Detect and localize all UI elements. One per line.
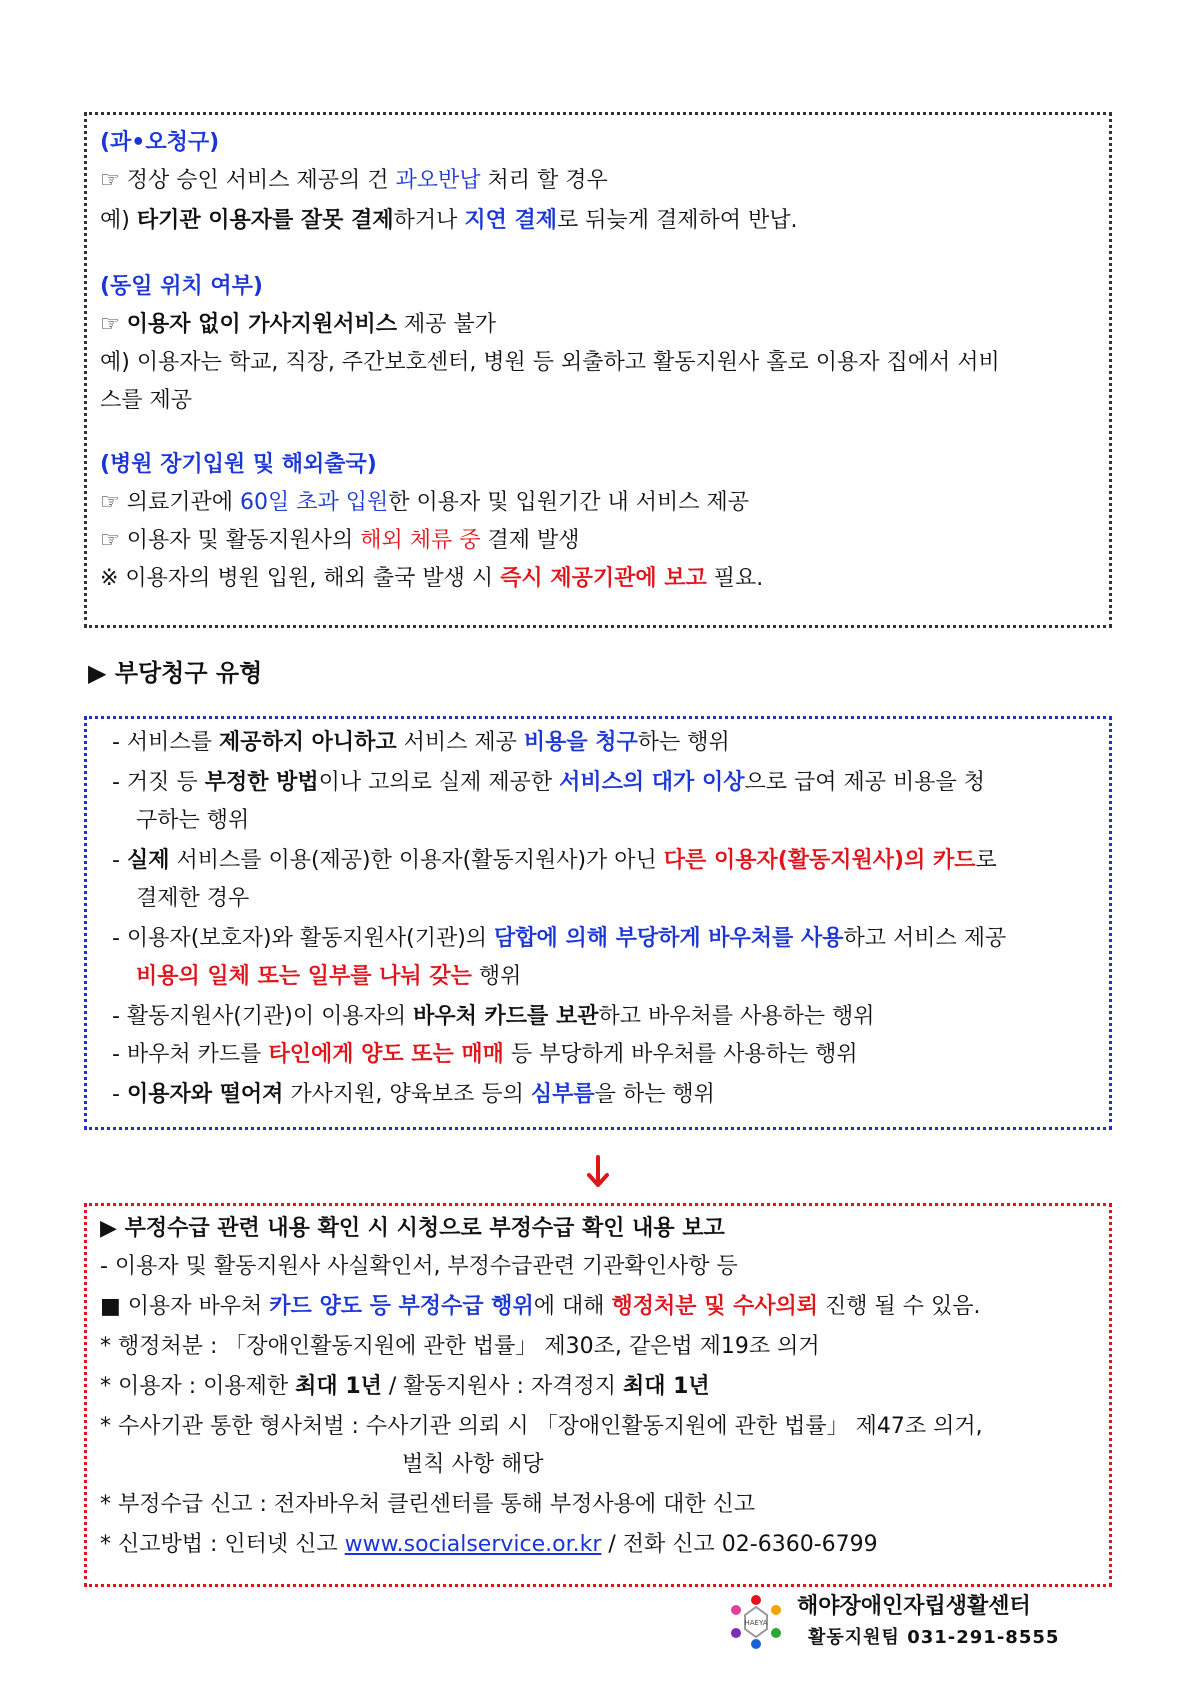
list-item: - 거짓 등 부정한 방법이나 고의로 실제 제공한 서비스의 대가 이상으로 급여 제공 비용을 청	[112, 770, 985, 795]
text-line: ☞ 이용자 및 활동지원사의 해외 체류 중 결제 발생	[100, 528, 580, 553]
text-line: * 신고방법 : 인터넷 신고 www.socialservice.or.kr / 전화 신고 02-6360-6799	[100, 1532, 878, 1557]
list-item: - 이용자(보호자)와 활동지원사(기관)의 담합에 의해 부당하게 바우처를 사용하고 서비스 제공	[112, 926, 1007, 951]
report-website-link[interactable]: www.socialservice.or.kr	[344, 1532, 602, 1557]
text-line: 예) 이용자는 학교, 직장, 주간보호센터, 병원 등 외출하고 활동지원사 홀로 이용자 집에서 서비	[100, 350, 1000, 375]
list-item: - 이용자와 떨어져 가사지원, 양육보조 등의 심부름을 하는 행위	[112, 1082, 715, 1107]
text-line: 예) 타기관 이용자를 잘못 결제하거나 지연 결제로 뒤늦게 결제하여 반납.	[100, 208, 798, 233]
text-line: * 부정수급 신고 : 전자바우처 클린센터를 통해 부정사용에 대한 신고	[100, 1492, 756, 1517]
text-line: ☞ 이용자 없이 가사지원서비스 제공 불가	[100, 312, 497, 337]
text-line: ※ 이용자의 병원 입원, 해외 출국 발생 시 즉시 제공기관에 보고 필요.	[100, 566, 764, 591]
organization-logo	[727, 1593, 785, 1651]
fraud-heading: ▶ 부정수급 관련 내용 확인 시 시청으로 부정수급 확인 내용 보고	[100, 1216, 725, 1241]
section-title-hospital-abroad: (병원 장기입원 및 해외출국)	[100, 452, 377, 477]
list-item-continued: 결제한 경우	[136, 886, 250, 911]
section-title-same-location: (동일 위치 여부)	[100, 274, 263, 299]
section-heading-improper-claims: ▶ 부당청구 유형	[88, 659, 263, 687]
text-line: 스를 제공	[100, 388, 193, 413]
text-line: ☞ 의료기관에 60일 초과 입원한 이용자 및 입원기간 내 서비스 제공	[100, 490, 749, 515]
organization-name: 해야장애인자립생활센터	[797, 1594, 1031, 1619]
section-title-overbilling: (과•오청구)	[100, 130, 220, 155]
text-line: * 행정처분 : 「장애인활동지원에 관한 법률」 제30조, 같은법 제19조 의거	[100, 1334, 820, 1359]
list-item: - 서비스를 제공하지 아니하고 서비스 제공 비용을 청구하는 행위	[112, 730, 730, 755]
list-item: - 활동지원사(기관)이 이용자의 바우처 카드를 보관하고 바우처를 사용하는 행위	[112, 1004, 875, 1029]
text-line: * 이용자 : 이용제한 최대 1년 / 활동지원사 : 자격정지 최대 1년	[100, 1374, 710, 1399]
list-item-continued: 구하는 행위	[136, 808, 250, 833]
text-line: ☞ 정상 승인 서비스 제공의 건 과오반납 처리 할 경우	[100, 168, 608, 193]
list-item: - 바우처 카드를 타인에게 양도 또는 매매 등 부당하게 바우처를 사용하는 행위	[112, 1042, 858, 1067]
list-item: - 실제 서비스를 이용(제공)한 이용자(활동지원사)가 아닌 다른 이용자(활동지원사)의 카드로	[112, 848, 997, 873]
svg-text:HAEYA: HAEYA	[744, 1619, 768, 1627]
text-line: 벌칙 사항 해당	[402, 1452, 544, 1477]
text-line: ■ 이용자 바우처 카드 양도 등 부정수급 행위에 대해 행정처분 및 수사의뢰 진행 될 수 있음.	[100, 1294, 981, 1319]
text-line: * 수사기관 통한 형사처벌 : 수사기관 의뢰 시 「장애인활동지원에 관한 법률」 제47조 의거,	[100, 1414, 983, 1439]
list-item-continued: 비용의 일체 또는 일부를 나눠 갖는 행위	[136, 964, 522, 989]
team-contact: 활동지원팀 031-291-8555	[808, 1627, 1060, 1648]
arrow-down-icon	[586, 1155, 610, 1189]
text-line: - 이용자 및 활동지원사 사실확인서, 부정수급관련 기관확인사항 등	[100, 1254, 738, 1279]
